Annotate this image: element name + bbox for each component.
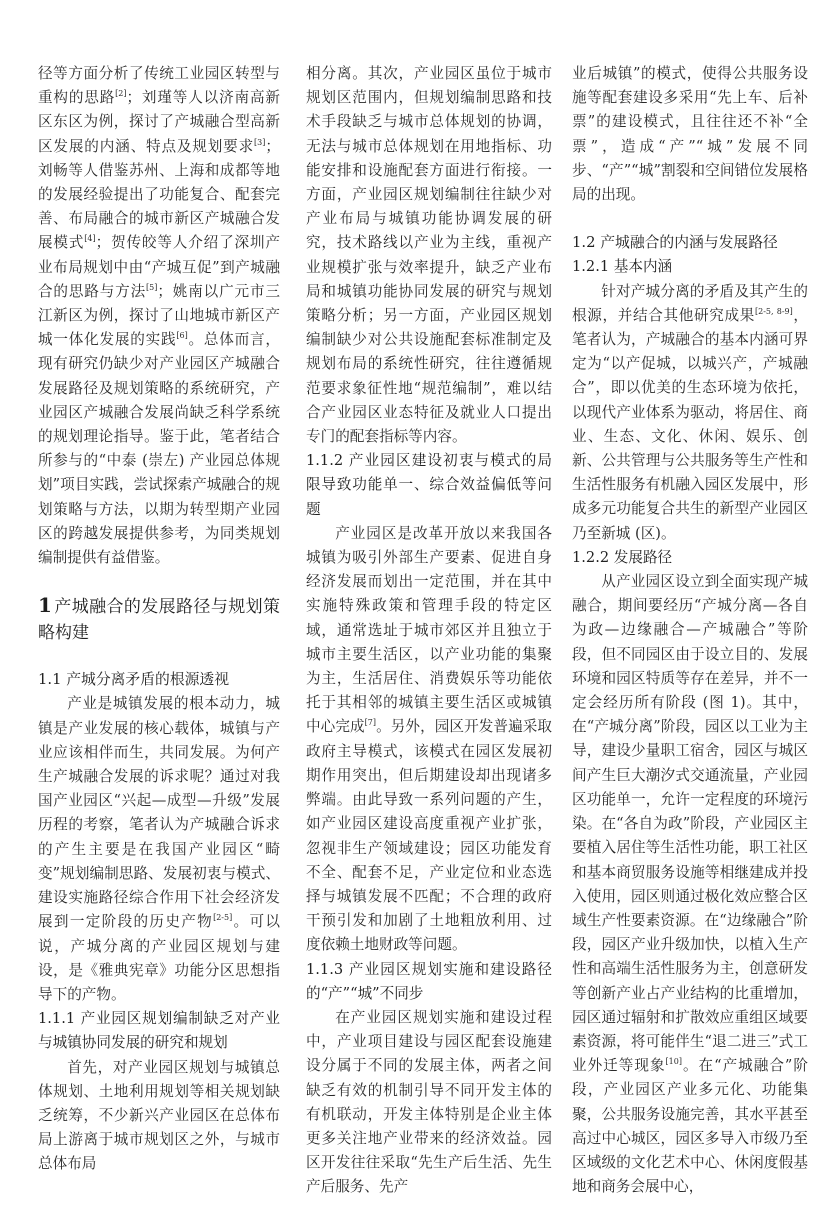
text-run: ；刘畅等人借鉴苏州、上海和成都等地的发展经验提出了功能复合、配套完善、布局融合的城市新区产城融合发展模式 [38, 137, 280, 252]
citation: [4] [84, 234, 96, 244]
text-column-1 [38, 62, 280, 1177]
text-run: 针对产城分离的矛盾及其产生的根源，并结合其他研究成果 [572, 282, 808, 324]
paragraph: 首先，对产业园区规划与城镇总体规划、土地利用规划等相关规划缺乏统筹，不少新兴产业园区在总体布局上游离于城市规划区之外，与城市总体布局 [38, 1058, 280, 1173]
text-run: 径等方面分析了传统工业园区转型与重构的思路 [38, 65, 280, 107]
paragraph [306, 522, 552, 958]
section-number: 1 [38, 593, 52, 618]
paragraph [572, 570, 808, 1199]
section-title: 产城融合的发展路径与规划策略构建 [38, 597, 280, 644]
text-run: ；姚南以广元市三江新区为例，探讨了山地城市新区产城一体化发展的实践 [38, 282, 280, 349]
text-run: 。总体而言，现有研究仍缺少对产业园区产城融合发展路径及规划策略的系统研究，产业园区产城融合发展尚缺乏科学系统的规划理论指导。鉴于此，笔者结合所参与的“中泰 (崇左) 产业园总体规划”项目实践，尝试探索产城融合的规划策略与方法，以期为转型期产业园区的跨越发展提供参考，为同类规划编制提供有益借鉴。 [38, 331, 280, 567]
subsection-heading: 1.1 产城分离矛盾的根源透视 [38, 671, 230, 689]
paragraph: 业后城镇”的模式，使得公共服务设施等配套建设多采用“先上车、后补票”的建设模式，且往往还不补“全票”，造成“产”“城”发展不同步、“产”“城”割裂和空间错位发展格局的出现。 [572, 65, 808, 204]
paragraph: 相分离。其次，产业园区虽位于城市规划区范围内，但规划编制思路和技术手段缺乏与城市总体规划的协调，无法与城市总体规划在用地指标、功能安排和设施配套方面进行衔接。一方面，产业园区规划编制往往缺少对产业布局与城镇功能协调发展的研究，技术路线以产业为主线，重视产业规模扩张与效率提升，缺乏产业布局和城镇功能协同发展的研究与规划策略分析；另一方面，产业园区规划编制缺少对公共设施配套标准制定及规划布局的系统性研究，往往遵循规范要求象征性地“规范编制”，难以结合产业园区业态特征及就业人口提出专门的配套指标等内容。 [306, 65, 552, 446]
section-heading [38, 592, 280, 646]
text-run: ，笔者认为，产城融合的基本内涵可界定为“以产促城，以城兴产，产城融合”，即以优美的生态环境为依托，以现代产业体系为驱动，将居住、商业、生态、文化、休闲、娱乐、创新、公共管理与公共服务等生产性和生活性服务有机融入园区发展中，形成多元功能复合共生的新型产业园区乃至新城 (区)。 [572, 306, 808, 542]
citation: [7] [364, 718, 377, 728]
citation: [2-5, 8-9] [754, 306, 793, 316]
paragraph [38, 62, 280, 570]
citation: [5] [146, 282, 158, 292]
citation: [2-5] [213, 913, 233, 923]
text-column-3 [572, 62, 808, 1199]
paragraph: 在产业园区规划实施和建设过程中，产业项目建设与园区配套设施建设分属于不同的发展主体，两者之间缺乏有效的机制引导不同开发主体的有机联动，开发主体特别是企业主体更多关注地产业带来的经济效益。园区开发往往采取“先生产后生活、先生产后服务、先产 [306, 1008, 552, 1196]
text-run: 产业是城镇发展的根本动力，城镇是产业发展的核心载体，城镇与产业应该相伴而生，共同发展。为何产生产城融合发展的诉求呢？通过对我国产业园区“兴起—成型—升级”发展历程的考察，笔者认为产城融合诉求的产生主要是在我国产业园区“畸变”规划编制思路、发展初衷与模式、建设实施路径综合作用下社会经济发展到一定阶段的历史产物 [38, 695, 280, 931]
citation: [6] [176, 331, 188, 341]
text-run: 。另外，园区开发普遍采取政府主导模式，该模式在园区发展初期作用突出，但后期建设却出现诸多弊端。由此导致一系列问题的产生，如产业园区建设高度重视产业扩张，忽视非生产领域建设；园区功能发育不全、配套不足，产业定位和业态选择与城镇发展不匹配；不合理的政府干预引发和加剧了土地粗放利用、过度依赖土地财政等问题。 [306, 718, 552, 954]
citation: [10] [665, 1057, 682, 1067]
text-run: 。可以说，产城分离的产业园区规划与建设，是《雅典宪章》功能分区思想指导下的产物。 [38, 913, 280, 1003]
subsubsection-heading: 1.1.3 产业园区规划实施和建设路径的“产”“城”不同步 [306, 960, 552, 1002]
subsubsection-heading: 1.1.2 产业园区建设初衷与模式的局限导致功能单一、综合效益偏低等问题 [306, 452, 552, 518]
subsubsection-heading: 1.2.2 发展路径 [572, 548, 673, 566]
citation: [2] [115, 89, 127, 99]
text-run: 产业园区是改革开放以来我国各城镇为吸引外部生产要素、促进自身经济发展而划出一定范围，并在其中实施特殊政策和管理手段的特定区域，通常选址于城市郊区并且独立于城市主要生活区，以产业功能的集聚为主，生活居住、消费娱乐等功能依托于其相邻的城镇主要生活区或城镇中心完成 [306, 524, 552, 736]
text-run: 。在“产城融合”阶段，产业园区产业多元化、功能集聚，公共服务设施完善，其水平甚至高过中心城区，园区多导入市级乃至区域级的文化艺术中心、休闲度假基地和商务会展中心， [572, 1057, 808, 1196]
subsection-heading: 1.2 产城融合的内涵与发展路径 [572, 234, 778, 252]
citation: [3] [254, 137, 266, 147]
paragraph [38, 692, 280, 1007]
paragraph [572, 280, 808, 546]
text-column-2 [306, 62, 552, 1200]
text-run: 从产业园区设立到全面实现产城融合，期间要经历“产城分离—各自为政—边缘融合—产城融合”等阶段，但不同园区由于设立目的、发展环境和园区特质等存在差异，并不一定会经历所有阶段 (图 1)。其中，在“产城分离”阶段，园区以工业为主导，建设少量职工宿舍，园区与城区间产生巨大潮汐式交通流量，产业园区功能单一，允许一定程度的环境污染。在“各自为政”阶段，产业园区主要植入居住等生活性功能，职工社区和基本商贸服务设施等相继建成并投入使用，园区则通过极化效应整合区域生产性要素资源。在“边缘融合”阶段，园区产业升级加快，以植入生产性和高端生活性服务为主，创意研发等创新产业占产业结构的比重增加，园区通过辐射和扩散效应重组区域要素资源，将可能伴生“退二进三”式工业外迁等现象 [572, 573, 808, 1075]
text-run: ；刘瑾等人以济南高新区东区为例，探讨了产城融合型高新区发展的内涵、特点及规划要求 [38, 89, 280, 155]
subsubsection-heading: 1.1.1 产业园区规划编制缺乏对产业与城镇协同发展的研究和规划 [38, 1010, 280, 1052]
text-run: ；贺传皎等人介绍了深圳产业布局规划中由“产城互促”到产城融合的思路与方法 [38, 234, 280, 300]
subsubsection-heading: 1.2.1 基本内涵 [572, 258, 673, 276]
